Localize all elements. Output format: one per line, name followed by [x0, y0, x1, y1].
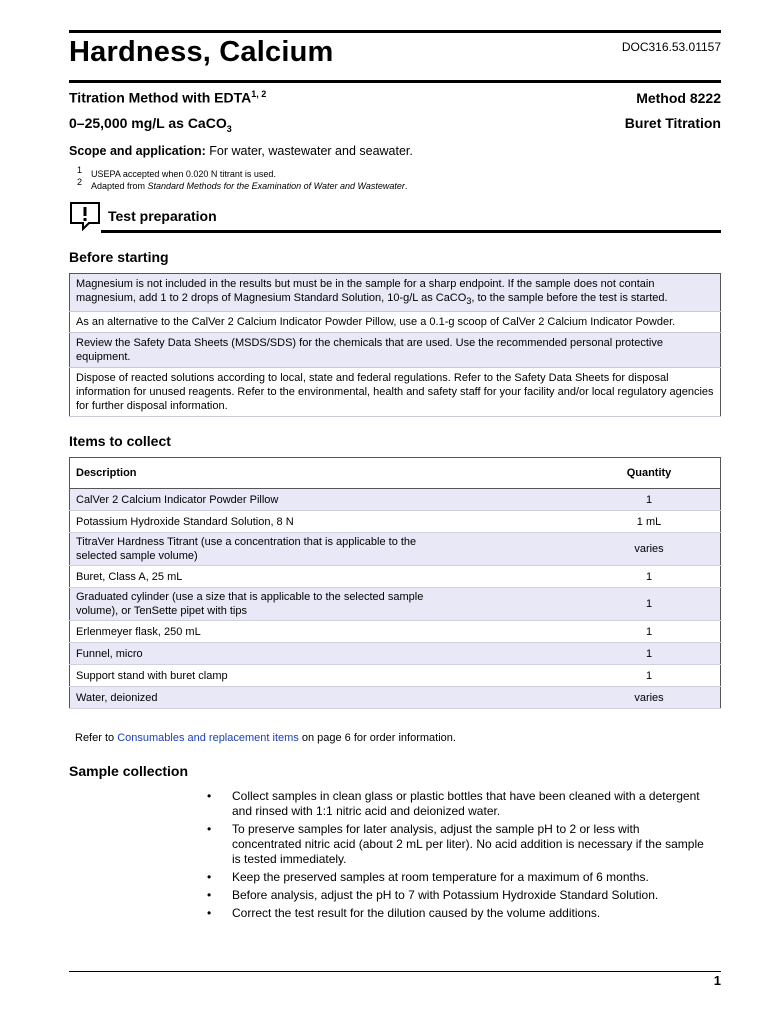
table-row: Dispose of reacted solutions according to local, state and federal regulations. Refer to the Safety Data Sheets for disposal information for unused reagents. Refer to the environmental, health and safety staff for your facility and/or local regulatory agencies for further disposal information. [70, 368, 721, 417]
method-title: Titration Method with EDTA$^{1, 2}$ [69, 89, 267, 106]
list-item: • Keep the preserved samples at room temperature for a maximum of 6 months. [207, 870, 649, 884]
sample-collection-heading: Sample collection [69, 763, 189, 779]
items-header-row [70, 458, 721, 489]
table-row [70, 533, 721, 566]
item-quantity: varies [578, 687, 721, 709]
col-description: Description [70, 458, 579, 489]
method-number: Method 8222 [636, 90, 721, 106]
items-table [69, 457, 721, 709]
item-quantity: 1 [578, 643, 721, 665]
item-quantity: 1 [578, 665, 721, 687]
bullet-icon: • [207, 789, 212, 803]
table-row [70, 687, 721, 709]
page-number: 1 [713, 973, 721, 988]
title-rule [69, 80, 721, 83]
item-description: Buret, Class A, 25 mL [70, 566, 579, 588]
table-row: Magnesium is not included in the results but must be in the sample for a sharp endpoint. If the sample does not contain magnesium, add 1 to 2 drops of Magnesium Standard Solution, 10-g/L as CaCO$_3$, to the sample before the test is started. [70, 274, 721, 312]
table-row [70, 665, 721, 687]
item-description: Support stand with buret clamp [70, 665, 579, 687]
top-rule [69, 30, 721, 33]
footnote-2: $^2$ Adapted from Standard Methods for the Examination of Water and Wastewater. [77, 177, 408, 191]
item-description: Water, deionized [70, 687, 579, 709]
page-title: Hardness, Calcium [69, 36, 334, 68]
table-row [70, 489, 721, 511]
refer-note: Refer to Consumables and replacement items on page 6 for order information. [75, 732, 456, 744]
table-row: Review the Safety Data Sheets (MSDS/SDS) for the chemicals that are used. Use the recommended personal protective equipment. [70, 333, 721, 368]
bullet-icon: • [207, 888, 212, 902]
range: 0–25,000 mg/L as CaCO$_3$ [69, 115, 232, 134]
item-description: Erlenmeyer flask, 250 mL [70, 621, 579, 643]
test-preparation-heading: Test preparation [108, 208, 217, 224]
col-quantity: Quantity [578, 458, 721, 489]
consumables-link[interactable]: Consumables and replacement items [117, 732, 299, 744]
footnote-1: $^1$ USEPA accepted when 0.020 N titrant is used. [77, 165, 276, 179]
bullet-icon: • [207, 870, 212, 884]
table-row: As an alternative to the CalVer 2 Calcium Indicator Powder Pillow, use a 0.1-g scoop of CalVer 2 Calcium Indicator Powder. [70, 312, 721, 333]
list-item: • Collect samples in clean glass or plastic bottles that have been cleaned with a detergent and rinsed with 1:1 nitric acid and deionized water. [207, 789, 700, 818]
list-item: • Before analysis, adjust the pH to 7 with Potassium Hydroxide Standard Solution. [207, 888, 659, 902]
item-description: Graduated cylinder (use a size that is applicable to the selected sample volume), or TenSette pipet with tips [70, 588, 579, 621]
item-quantity: 1 mL [578, 511, 721, 533]
before-starting-table [69, 273, 721, 417]
before-starting-heading: Before starting [69, 249, 169, 265]
item-quantity: 1 [578, 566, 721, 588]
table-row [70, 566, 721, 588]
items-to-collect-heading: Items to collect [69, 433, 171, 449]
table-row [70, 511, 721, 533]
sample-collection-list [207, 789, 707, 924]
item-description: CalVer 2 Calcium Indicator Powder Pillow [70, 489, 579, 511]
footer-rule [69, 971, 721, 972]
method-type: Buret Titration [624, 115, 721, 131]
list-item: • Correct the test result for the dilution caused by the volume additions. [207, 906, 601, 920]
item-description: TitraVer Hardness Titrant (use a concentration that is applicable to the selected sample volume) [70, 533, 579, 566]
item-description: Funnel, micro [70, 643, 579, 665]
item-quantity: varies [578, 533, 721, 566]
list-item: • To preserve samples for later analysis, adjust the sample pH to 2 or less with concentrated nitric acid (about 2 mL per liter). No acid addition is necessary if the sample is tested immediately. [207, 822, 704, 866]
prep-rule [101, 230, 721, 233]
doc-number: DOC316.53.01157 [621, 40, 721, 54]
bullet-icon: • [207, 906, 212, 920]
table-row [70, 621, 721, 643]
item-quantity: 1 [578, 621, 721, 643]
scope: Scope and application: For water, wastewater and seawater. [69, 144, 413, 158]
item-quantity: 1 [578, 588, 721, 621]
table-row [70, 588, 721, 621]
item-description: Potassium Hydroxide Standard Solution, 8 N [70, 511, 579, 533]
item-quantity: 1 [578, 489, 721, 511]
bullet-icon: • [207, 822, 212, 836]
exclamation-callout-icon [69, 201, 101, 231]
table-row [70, 643, 721, 665]
